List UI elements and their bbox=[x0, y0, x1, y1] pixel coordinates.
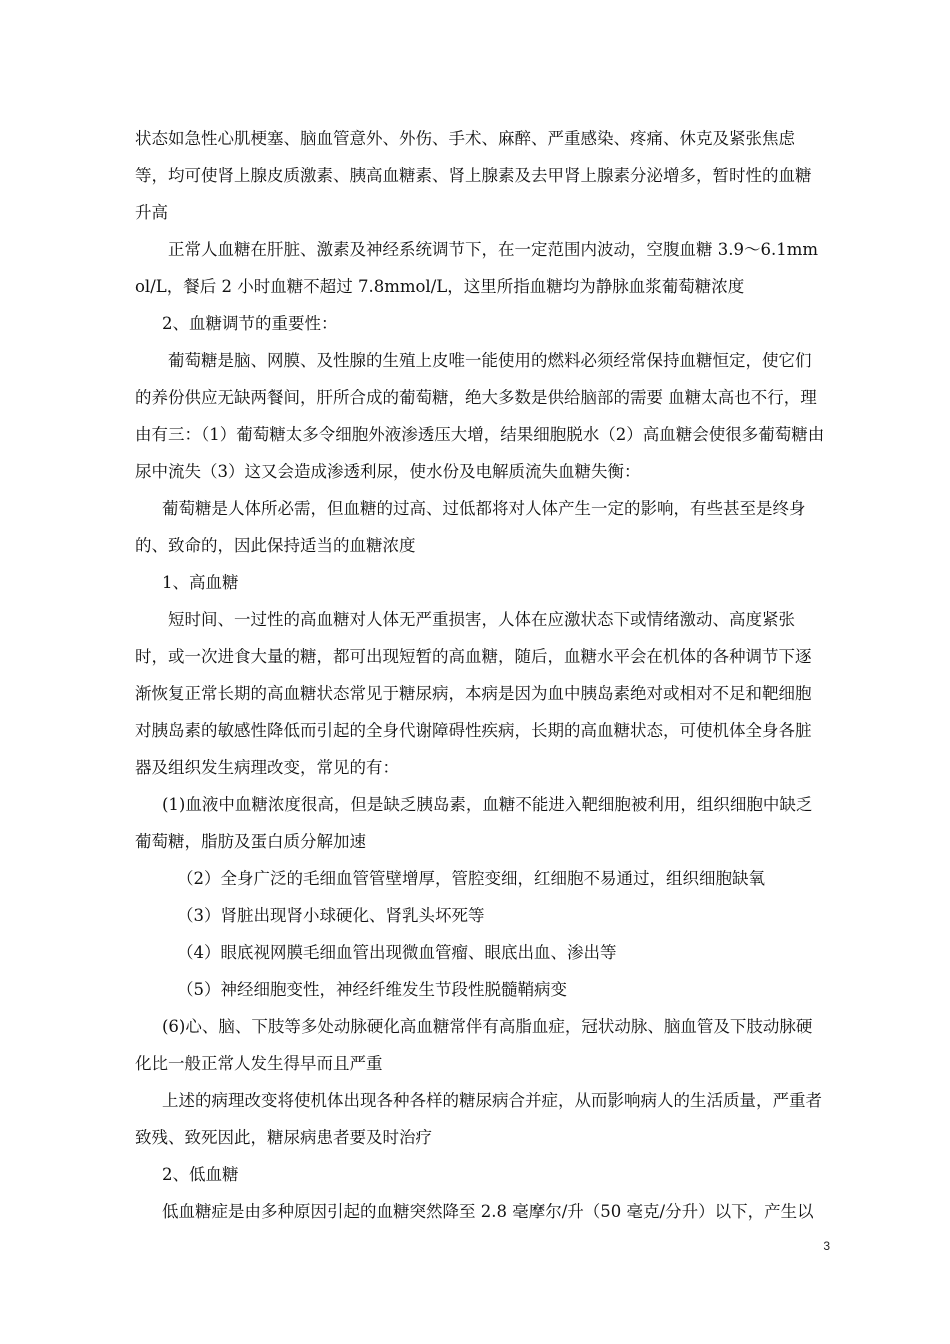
paragraph-normal-blood-glucose: 正常人血糖在肝脏、激素及神经系统调节下，在一定范围内波动，空腹血糖 3.9～6.1mmol/L，餐后 2 小时血糖不超过 7.8mmol/L，这里所指血糖均为静脉血浆葡萄糖浓度 bbox=[135, 240, 819, 296]
paragraph-glucose-fuel: 葡萄糖是脑、网膜、及性腺的生殖上皮唯一能使用的燃料必须经常保持血糖恒定，使它们的养份供应无缺两餐间，肝所合成的葡萄糖，绝大多数是供给脑部的需要 血糖太高也不行，理由有三：（1）葡萄糖太多令细胞外液渗透压大增，结果细胞脱水（2）高血糖会使很多葡萄糖由尿中流失（3）这又会造成渗透利尿，使水份及电解质流失血糖失衡： bbox=[135, 351, 825, 481]
list-item-4: （4）眼底视网膜毛细血管出现微血管瘤、眼底出血、渗出等 bbox=[177, 943, 617, 962]
paragraph-complications: 上述的病理改变将使机体出现各种各样的糖尿病合并症，从而影响病人的生活质量，严重者致残、致死因此，糖尿病患者要及时治疗 bbox=[135, 1091, 822, 1147]
list-item-1: (1)血液中血糖浓度很高，但是缺乏胰岛素，血糖不能进入靶细胞被利用，组织细胞中缺乏葡萄糖，脂肪及蛋白质分解加速 bbox=[135, 795, 813, 851]
list-item-5: （5）神经细胞变性，神经纤维发生节段性脱髓鞘病变 bbox=[177, 980, 567, 999]
paragraph-hypoglycemia-description: 低血糖症是由多种原因引起的血糖突然降至 2.8 毫摩尔/升（50 毫克/分升）以下，产生以 bbox=[162, 1202, 814, 1221]
heading-glucose-regulation-importance: 2、血糖调节的重要性： bbox=[162, 314, 338, 333]
page-number: 3 bbox=[823, 1239, 830, 1253]
paragraph-stress-hyperglycemia: 状态如急性心肌梗塞、脑血管意外、外伤、手术、麻醉、严重感染、疼痛、休克及紧张焦虑等，均可使肾上腺皮质激素、胰高血糖素、肾上腺素及去甲肾上腺素分泌增多，暂时性的血糖升高 bbox=[135, 129, 812, 222]
document-body bbox=[135, 120, 825, 1230]
list-item-3: （3）肾脏出现肾小球硬化、肾乳头坏死等 bbox=[177, 906, 485, 925]
heading-hypoglycemia: 2、低血糖 bbox=[162, 1165, 239, 1184]
list-item-6: (6)心、脑、下肢等多处动脉硬化高血糖常伴有高脂血症，冠状动脉、脑血管及下肢动脉硬化比一般正常人发生得早而且严重 bbox=[135, 1017, 813, 1073]
list-item-2: （2）全身广泛的毛细血管管壁增厚，管腔变细，红细胞不易通过，组织细胞缺氧 bbox=[177, 869, 765, 888]
heading-hyperglycemia: 1、高血糖 bbox=[162, 573, 239, 592]
paragraph-glucose-necessary: 葡萄糖是人体所必需，但血糖的过高、过低都将对人体产生一定的影响，有些甚至是终身的、致命的，因此保持适当的血糖浓度 bbox=[135, 499, 806, 555]
paragraph-hyperglycemia-description: 短时间、一过性的高血糖对人体无严重损害，人体在应激状态下或情绪激动、高度紧张时，或一次进食大量的糖，都可出现短暂的高血糖，随后，血糖水平会在机体的各种调节下逐渐恢复正常长期的高血糖状态常见于糖尿病，本病是因为血中胰岛素绝对或相对不足和靶细胞对胰岛素的敏感性降低而引起的全身代谢障碍性疾病，长期的高血糖状态，可使机体全身各脏器及组织发生病理改变，常见的有： bbox=[135, 610, 812, 777]
